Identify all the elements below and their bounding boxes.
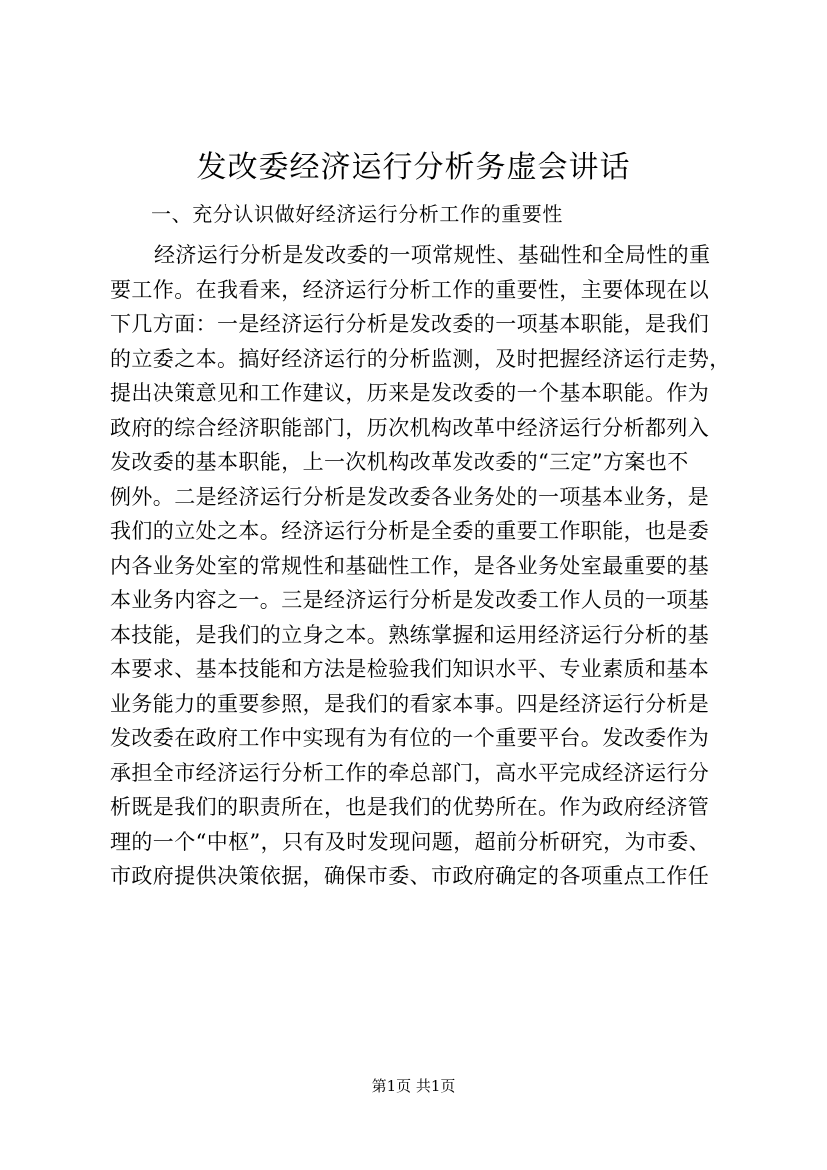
body-line: 下几方面：一是经济运行分析是发改委的一项基本职能，是我们 (110, 312, 710, 336)
body-line: 业务能力的重要参照，是我们的看家本事。四是经济运行分析是 (110, 691, 710, 716)
body-line: 发改委在政府工作中实现有为有位的一个重要平台。发改委作为 (110, 726, 710, 750)
body-line: 本技能，是我们的立身之本。熟练掌握和运用经济运行分析的基 (110, 622, 710, 647)
body-line: 的立委之本。搞好经济运行的分析监测，及时把握经济运行走势， (110, 346, 731, 371)
page-footer: 第1页 共1页 (371, 1077, 456, 1095)
body-line: 本业务内容之一。三是经济运行分析是发改委工作人员的一项基 (110, 588, 710, 612)
body-line: 市政府提供决策依据，确保市委、市政府确定的各项重点工作任 (110, 864, 710, 888)
body-line: 发改委的基本职能，上一次机构改革发改委的“三定”方案也不 (110, 450, 689, 474)
body-line: 要工作。在我看来，经济运行分析工作的重要性，主要体现在以 (110, 277, 710, 302)
body-line: 例外。二是经济运行分析是发改委各业务处的一项基本业务，是 (110, 484, 710, 509)
body-line: 析既是我们的职责所在，也是我们的优势所在。作为政府经济管 (110, 795, 710, 819)
body-line: 经济运行分析是发改委的一项常规性、基础性和全局性的重 (154, 243, 711, 267)
body-line: 提出决策意见和工作建议，历来是发改委的一个基本职能。作为 (110, 381, 710, 405)
body-line: 内各业务处室的常规性和基础性工作，是各业务处室最重要的基 (110, 553, 710, 578)
body-line: 本要求、基本技能和方法是检验我们知识水平、专业素质和基本 (110, 657, 710, 681)
body-line: 我们的立处之本。经济运行分析是全委的重要工作职能，也是委 (110, 519, 710, 543)
body-line: 政府的综合经济职能部门，历次机构改革中经济运行分析都列入 (110, 415, 710, 440)
body-line: 承担全市经济运行分析工作的牵总部门，高水平完成经济运行分 (110, 760, 710, 785)
document-title: 发改委经济运行分析务虚会讲话 (196, 150, 631, 185)
body-line: 理的一个“中枢”，只有及时发现问题，超前分析研究，为市委、 (110, 829, 711, 854)
section-heading: 一、充分认识做好经济运行分析工作的重要性 (151, 202, 563, 226)
body-paragraph (110, 238, 731, 894)
